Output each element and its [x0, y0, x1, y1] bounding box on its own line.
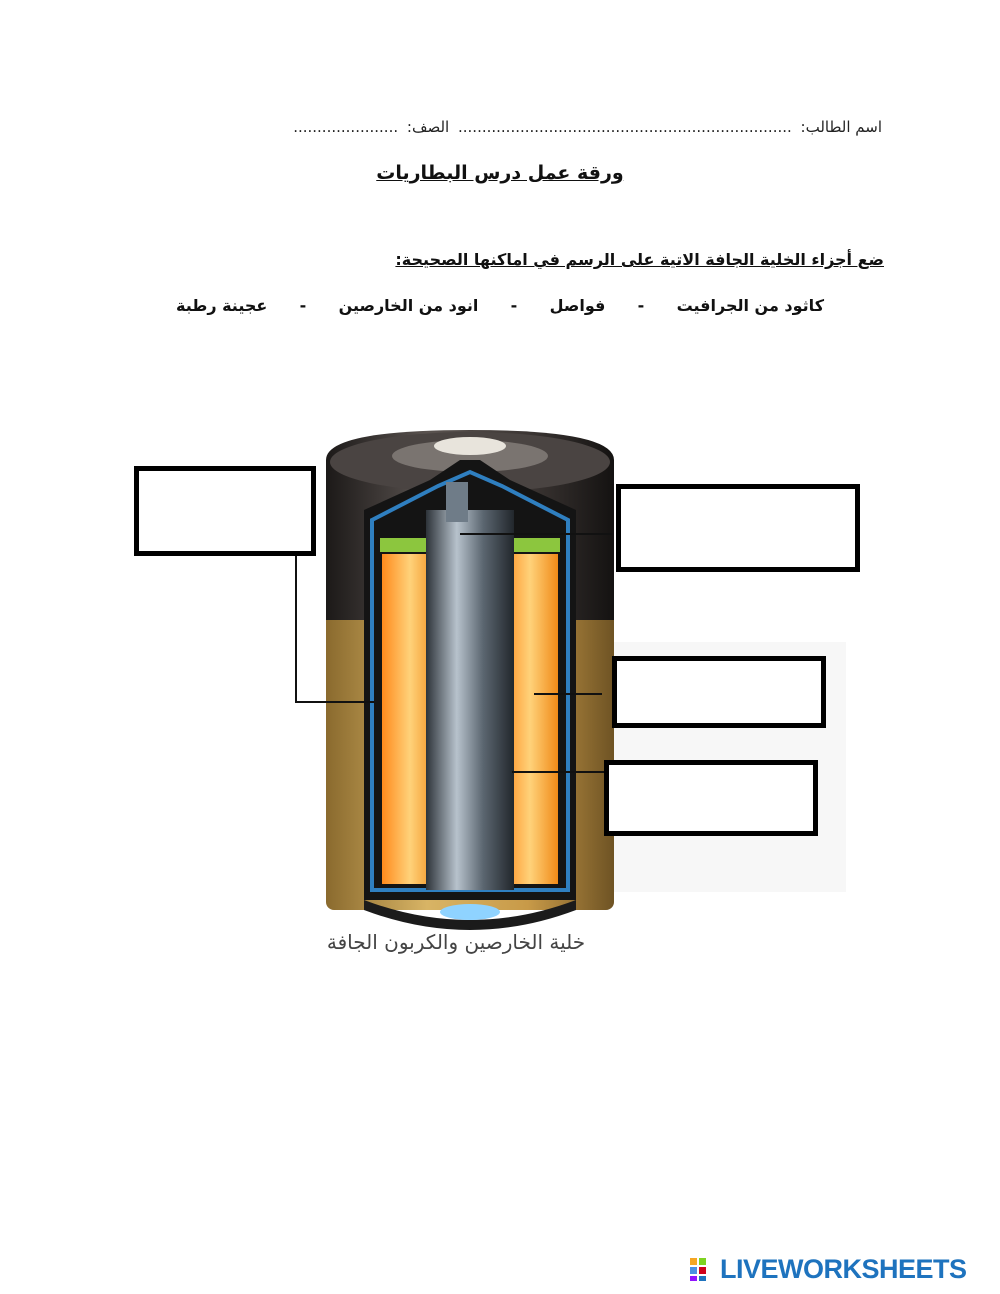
- answer-box-right-bottom[interactable]: [604, 760, 818, 836]
- word-bank-separator: -: [510, 295, 518, 315]
- word-bank-separator: -: [299, 295, 307, 315]
- word-bank-separator: -: [637, 295, 645, 315]
- student-info-line: [138, 118, 884, 142]
- liveworksheets-logo-icon: [690, 1256, 716, 1282]
- class-field[interactable]: ......................: [293, 118, 399, 136]
- worksheet-title: ورقة عمل درس البطاريات: [376, 162, 624, 184]
- dry-cell-diagram: [120, 420, 880, 980]
- word-bank-item[interactable]: كاثود من الجرافيت: [676, 295, 824, 315]
- class-label: الصف:: [406, 118, 450, 136]
- positive-terminal: [434, 437, 506, 455]
- word-bank-item[interactable]: فواصل: [549, 295, 606, 315]
- student-name-field[interactable]: ......................................................................: [458, 118, 792, 136]
- answer-box-right-top[interactable]: [616, 484, 860, 572]
- instruction-text: ضع أجزاء الخلية الجافة الاتية على الرسم في اماكنها الصحيحة:: [395, 250, 884, 269]
- answer-box-left-top[interactable]: [134, 466, 316, 556]
- diagram-caption: خلية الخارصين والكربون الجافة: [326, 930, 586, 954]
- student-name-label: اسم الطالب:: [800, 118, 882, 136]
- word-bank-item[interactable]: انود من الخارصين: [338, 295, 479, 315]
- rod-tip: [446, 482, 468, 522]
- word-bank: [176, 292, 824, 318]
- graphite-cathode-rod: [426, 510, 514, 890]
- liveworksheets-logo-text: LIVEWORKSHEETS: [720, 1253, 967, 1284]
- answer-box-right-middle[interactable]: [612, 656, 826, 728]
- word-bank-item[interactable]: عجينة رطبة: [176, 295, 268, 315]
- bottom-terminal: [440, 904, 500, 920]
- liveworksheets-branding: [690, 1252, 990, 1286]
